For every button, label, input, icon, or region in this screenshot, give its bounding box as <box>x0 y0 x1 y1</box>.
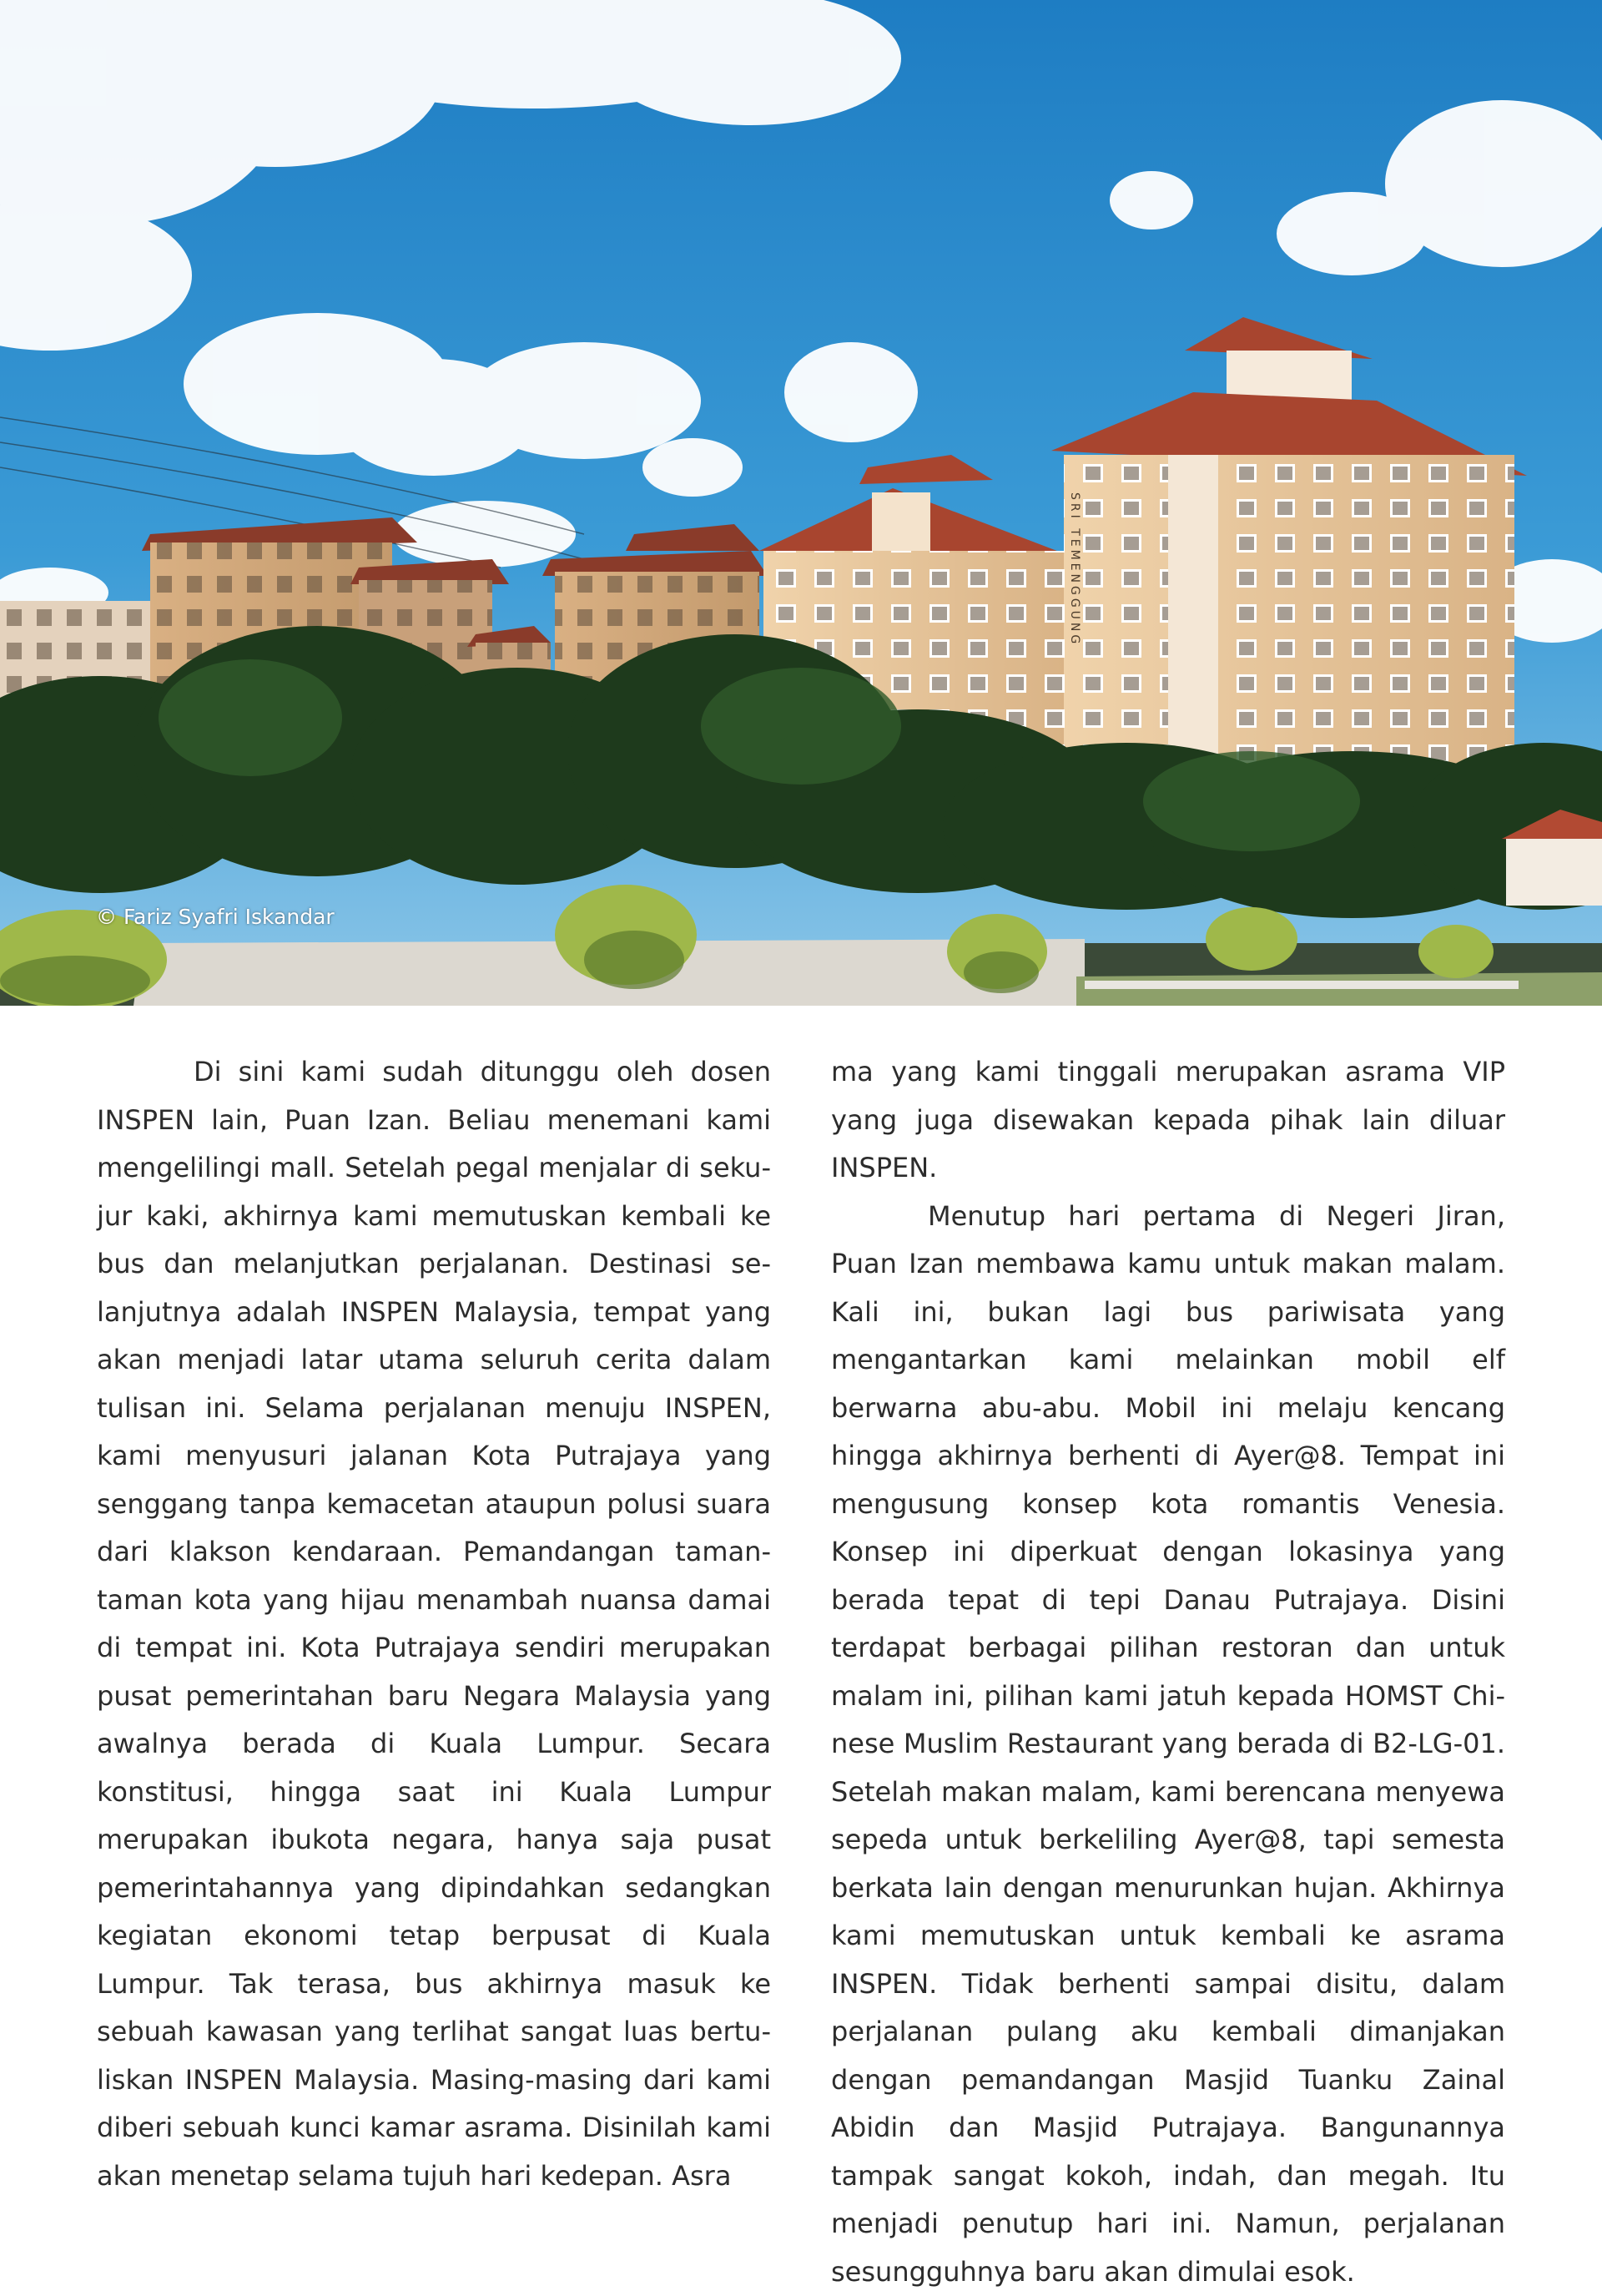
article-left-column <box>97 1048 771 2200</box>
building-sign-text: SRI TEMENGGUNG <box>1068 492 1081 647</box>
article-right-column <box>831 1048 1505 2296</box>
photo-credit: © Fariz Syafri Iskandar <box>96 905 335 929</box>
article-paragraph: Di sini kami sudah ditunggu oleh dosen INSPEN lain, Puan Izan. Beliau menemani kami mengelilingi mall. Setelah pegal menjalar di sekujur kaki, akhirnya kami memutuskan kembali ke bus dan melanjutkan perjalanan. Destinasi selanjutnya adalah INSPEN Malaysia, tempat yang akan menjadi latar utama seluruh cerita dalam tulisan ini. Selama perjalanan menuju INSPEN, kami menyusuri jalanan Kota Putrajaya yang senggang tanpa kemacetan ataupun polusi suara dari klakson kendaraan. Pemandangan taman-taman kota yang hijau menambah nuansa damai di tempat ini. Kota Putrajaya sendiri merupakan pusat pemerintahan baru Negara Malaysia yang awalnya berada di Kuala Lumpur. Secara konstitusi, hingga saat ini Kuala Lumpur merupakan ibukota negara, hanya saja pusat pemerintahannya yang dipindahkan sedangkan kegiatan ekonomi tetap berpusat di Kuala Lumpur. Tak terasa, bus akhirnya masuk ke sebuah kawasan yang terlihat sangat luas bertuliskan INSPEN Malaysia. Masing-masing dari kami diberi sebuah kunci kamar asrama. Disinilah kami akan menetap selama tujuh hari kedepan. Asra <box>97 1048 771 2200</box>
header-photo <box>0 0 1602 1006</box>
apartment-buildings-photo <box>0 0 1602 1006</box>
article-paragraph: Menutup hari pertama di Negeri Jiran, Puan Izan membawa kamu untuk makan malam. Kali ini, bukan lagi bus pariwisata yang mengantarkan kami melainkan mobil elf berwarna abu-abu. Mobil ini melaju kencang hingga akhirnya berhenti di Ayer@8. Tempat ini mengusung konsep kota romantis Venesia. Konsep ini diperkuat dengan lokasinya yang berada tepat di tepi Danau Putrajaya. Disini terdapat berbagai pilihan restoran dan untuk malam ini, pilihan kami jatuh kepada HOMST Chinese Muslim Restaurant yang berada di B2-LG-01. Setelah makan malam, kami berencana menyewa sepeda untuk berkeliling Ayer@8, tapi semesta berkata lain dengan menurunkan hujan. Akhirnya kami memutuskan untuk kembali ke asrama INSPEN. Tidak berhenti sampai disitu, dalam perjalanan pulang aku kembali dimanjakan dengan pemandangan Masjid Tuanku Zainal Abidin dan Masjid Putrajaya. Bangunannya tampak sangat kokoh, indah, dan megah. Itu menjadi penutup hari ini. Namun, perjalanan sesungguhnya baru akan dimulai esok. <box>831 1193 1505 2296</box>
article-paragraph-continuation: ma yang kami tinggali merupakan asrama VIP yang juga disewakan kepada pihak lain diluar INSPEN. <box>831 1048 1505 1193</box>
